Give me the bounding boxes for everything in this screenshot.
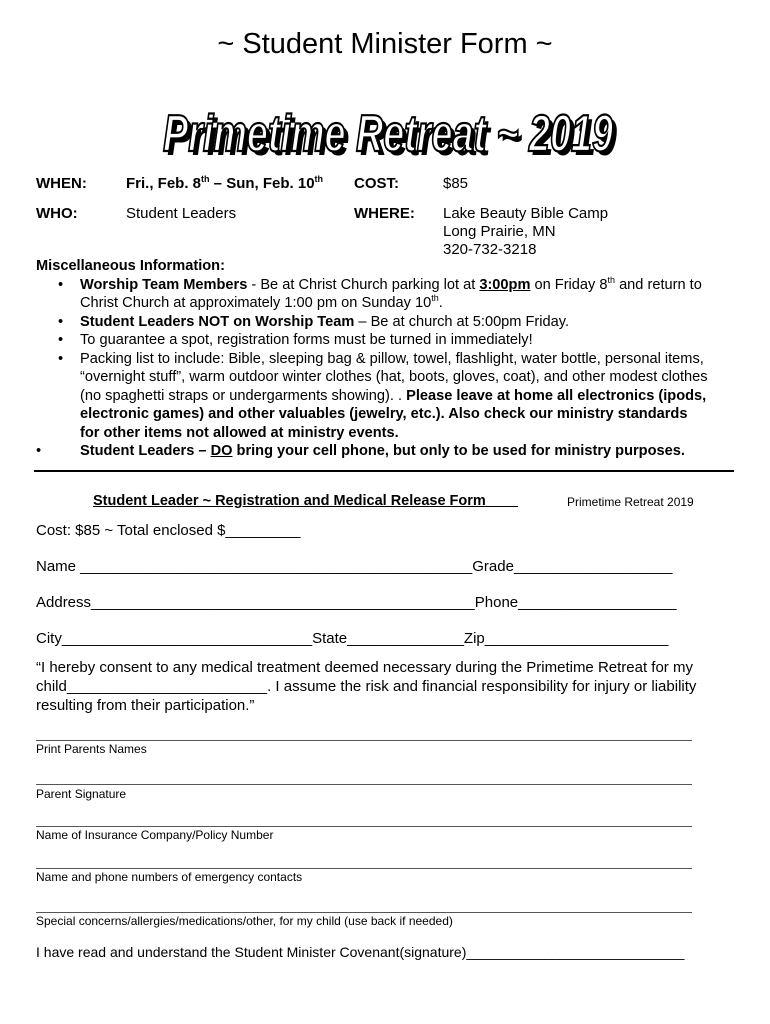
name-grade-field[interactable]: Name _______________________________________________Grade___________________ <box>36 558 673 575</box>
where-value <box>443 205 608 259</box>
when-label: WHEN: <box>36 175 87 192</box>
consent-statement <box>36 658 696 715</box>
form-heading-tail <box>486 493 518 509</box>
text: and return to <box>615 276 702 293</box>
consent-line: “I hereby consent to any medical treatment deemed necessary during the Primetime Retreat for my <box>36 659 693 676</box>
bold-text: Please leave at home all electronics (ipods, <box>406 387 707 404</box>
text: To guarantee a spot, registration forms must be turned in immediately! <box>80 332 533 348</box>
text: (no spaghetti straps or undergarments showing). . <box>80 387 407 404</box>
bullet-icon: • <box>58 276 64 293</box>
list-item <box>36 331 736 350</box>
emergency-contacts-label: Name and phone numbers of emergency contacts <box>36 870 303 884</box>
sup: th <box>607 274 616 285</box>
address-phone-field[interactable]: Address______________________________________________Phone___________________ <box>36 594 677 611</box>
bullet-icon: • <box>58 350 64 367</box>
bullet-icon: • <box>58 332 64 348</box>
special-concerns-label: Special concerns/allergies/medications/other, for my child (use back if needed) <box>36 914 453 928</box>
signature-line[interactable] <box>36 784 692 785</box>
where-label: WHERE: <box>354 205 415 222</box>
list-item <box>36 313 736 332</box>
form-heading-text: Student Leader ~ Registration and Medical Release Form <box>93 493 486 509</box>
form-heading <box>93 493 518 509</box>
form-tag: Primetime Retreat 2019 <box>567 495 694 509</box>
page-title: ~ Student Minister Form ~ <box>217 28 553 60</box>
bold-text: for other items not allowed at ministry events. <box>80 424 399 441</box>
bold-text: Student Leaders NOT on Worship Team <box>80 313 355 330</box>
signature-line[interactable] <box>36 740 692 741</box>
text: Packing list to include: Bible, sleeping bag & pillow, towel, flashlight, water bottle, personal items, <box>80 350 704 367</box>
cost-enclosed-field[interactable]: Cost: $85 ~ Total enclosed $_________ <box>36 522 301 539</box>
signature-line[interactable] <box>36 868 692 869</box>
where-line: 320-732-3218 <box>443 241 537 258</box>
banner-shadow: Primetime Retreat ~ 2019 <box>167 109 618 163</box>
city-state-zip-field[interactable]: City______________________________State______________Zip______________________ <box>36 630 669 647</box>
text: on Friday 8 <box>530 276 608 293</box>
who-label: WHO: <box>36 205 78 222</box>
misc-info <box>36 257 736 461</box>
where-line: Long Prairie, MN <box>443 223 556 240</box>
signature-line[interactable] <box>36 912 692 913</box>
covenant-signature-field[interactable]: I have read and understand the Student Minister Covenant(signature)____________________________ <box>36 944 685 960</box>
parent-signature-label: Parent Signature <box>36 787 127 801</box>
signature-line[interactable] <box>36 826 692 827</box>
bold-text: DO <box>210 443 233 459</box>
banner-text: Primetime Retreat ~ 2019 <box>163 105 614 163</box>
who-value: Student Leaders <box>126 205 237 222</box>
list-item <box>36 276 736 313</box>
retreat-banner-title <box>150 95 620 163</box>
list-item <box>36 350 736 443</box>
when-value: Fri., Feb. 8th – Sun, Feb. 10th <box>126 174 324 192</box>
list-item <box>36 442 736 461</box>
time-text: 3:00pm <box>479 276 531 293</box>
consent-line: resulting from their participation.” <box>36 697 255 714</box>
text: “overnight stuff”, warm outdoor winter clothes (hat, boots, gloves, coat), and other modest clothes <box>80 369 708 385</box>
insurance-label: Name of Insurance Company/Policy Number <box>36 828 274 842</box>
bullet-icon: • <box>36 443 42 459</box>
bullet-icon: • <box>58 313 64 330</box>
bold-text: Student Leaders – <box>80 443 211 459</box>
misc-heading: Miscellaneous Information: <box>36 258 225 274</box>
cost-value: $85 <box>443 175 469 192</box>
text: - Be at Christ Church parking lot at <box>247 276 480 293</box>
bold-text: electronic games) and other valuables (jewelry, etc.). Also check our ministry standards <box>80 406 688 422</box>
text: Christ Church at approximately 1:00 pm on Sunday 10 <box>80 295 432 311</box>
print-parents-label: Print Parents Names <box>36 742 147 756</box>
section-divider <box>34 470 734 472</box>
text: – Be at church at 5:00pm Friday. <box>354 313 570 330</box>
bold-text: bring your cell phone, but only to be used for ministry purposes. <box>232 443 685 459</box>
cost-label: COST: <box>354 175 399 192</box>
sup: th <box>431 293 439 304</box>
consent-line[interactable]: child________________________. I assume the risk and financial responsibility for injury or liability <box>36 678 697 695</box>
bold-text: Worship Team Members <box>80 276 248 293</box>
text: . <box>438 295 443 311</box>
where-line: Lake Beauty Bible Camp <box>443 205 609 222</box>
misc-list <box>36 276 736 461</box>
